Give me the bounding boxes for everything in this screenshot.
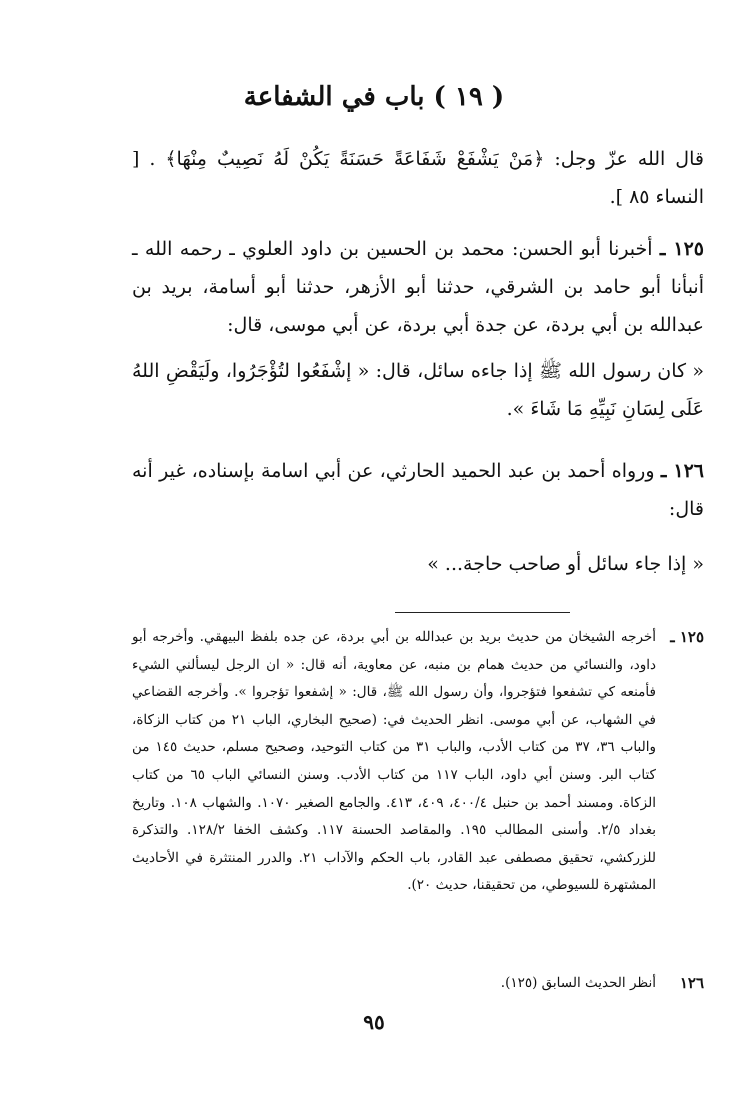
footnote-126 — [132, 970, 704, 998]
hadith-126-quote: « إذا جاء سائل أو صاحب حاجة... » — [427, 553, 704, 575]
footnote-text: أخرجه الشيخان من حديث بريد بن عبدالله بن أبي بردة، عن جده بلفظ البيهقي. وأخرجه أبو داود، والنسائي من حديث همام بن منبه، عن معاوية، أنه قال: « ان الرجل ليسألني الشيء فأمنعه كي تشفعوا فتؤجروا، وأن رسول الله ﷺ، قال: « إشفعوا تؤجروا ». وأخرجه القضاعي في الشهاب، عن أبي موسى. انظر الحديث في: (صحيح البخاري، الباب ٢١ من كتاب الزكاة، والباب ٣٦، ٣٧ من كتاب الأدب، والباب ٣١ من كتاب التوحيد، وصحيح مسلم، حديث ١٤٥ من كتاب البر. وسنن أبي داود، الباب ١١٧ من كتاب الأدب. وسنن النسائي الباب ٦٥ من كتاب الزكاة. ومسند أحمد بن حنبل ٤٠٠/٤، ٤٠٩، ٤١٣. والجامع الصغير ١٠٧٠. والشهاب ١٠٨. وتاريخ بغداد ٢/٥. وأسنى المطالب ١٩٥. والمقاصد الحسنة ١١٧. وكشف الخفا ١٢٨/٢. والتذكرة للزركشي، تحقيق مصطفى عبد القادر، باب الحكم والآداب ٢١. والدرر المنتثرة في الأحاديث المشتهرة للسيوطي، من تحقيقنا، حديث ٢٠). — [132, 629, 657, 894]
hadith-number: ١٢٥ ـ — [659, 238, 705, 260]
chapter-title: ( ١٩ ) باب في الشفاعة — [243, 82, 505, 112]
intro-verse: قال الله عزّ وجل: ﴿مَنْ يَشْفَعْ شَفَاعَةً حَسَنَةً يَكُنْ لَهُ نَصِيبٌ مِنْهَا﴾ . [ النساء ٨٥ ]. — [132, 148, 704, 208]
hadith-number: ١٢٦ ـ — [660, 460, 704, 482]
hadith-126 — [132, 452, 704, 528]
footnote-text: أنظر الحديث السابق (١٢٥). — [500, 975, 656, 991]
footnote-number: ١٢٥ ـ — [670, 628, 704, 646]
hadith-text: ورواه أحمد بن عبد الحميد الحارثي، عن أبي اسامة بإسناده، غير أنه قال: — [132, 460, 704, 520]
page-number: ٩٥ — [363, 1010, 385, 1034]
hadith-text: أخبرنا أبو الحسن: محمد بن الحسين بن داود العلوي ـ رحمه الله ـ أنبأنا أبو حامد بن الشرقي، حدثنا أبو الأزهر، حدثنا أبو أسامة، بريد بن عبدالله بن أبي بردة، عن جدة أبي بردة، عن أبي موسى، قال: — [132, 238, 704, 336]
footnote-125 — [132, 624, 704, 900]
footnote-number: ١٢٦ — [679, 974, 704, 992]
hadith-125-quote: « كان رسول الله ﷺ إذا جاءه سائل، قال: « إشْفَعُوا لتُؤْجَرُوا، ولَيَقْضِ اللهُ عَلَى لِسَانِ نَبِيِّهِ مَا شَاءَ ». — [132, 360, 704, 420]
hadith-125 — [132, 230, 704, 344]
footnote-divider — [395, 612, 570, 613]
